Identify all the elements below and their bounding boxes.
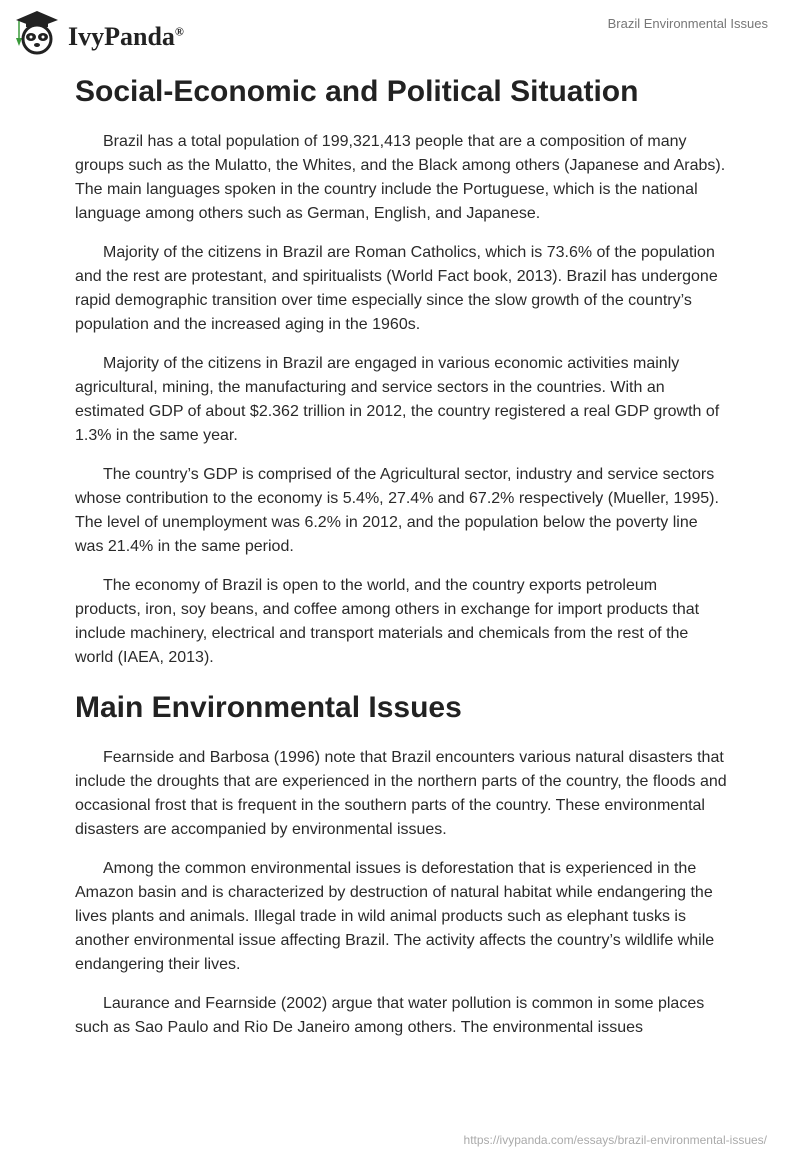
paragraph: Laurance and Fearnside (2002) argue that water pollution is common in some places such as Sao Paulo and Rio De Janeiro among others. The environmental issues [75, 995, 705, 1036]
paragraph: Majority of the citizens in Brazil are engaged in various economic activities mainly agricultural, mining, the manufacturing and service sectors in the countries. With an estimated GDP of about $2.362 trillion in 2012, the country registered a real GDP growth of 1.3% in the same year. [75, 355, 720, 444]
paragraph: The country’s GDP is comprised of the Agricultural sector, industry and service sectors whose contribution to the economy is 5.4%, 27.4% and 67.2% respectively (Mueller, 1995). The level of unemployment was 6.2% in 2012, and the population below the poverty line was 21.4% in the same period. [75, 466, 719, 555]
panda-graduate-icon [12, 8, 62, 56]
paragraph: Brazil has a total population of 199,321,413 people that are a composition of many groups such as the Mulatto, the Whites, and the Black among others (Japanese and Arabs). The main languages spoken in the country include the Portuguese, which is the national language among others such as German, English, and Japanese. [75, 133, 726, 222]
section-heading: Social-Economic and Political Situation [75, 75, 639, 108]
paragraph: The economy of Brazil is open to the world, and the country exports petroleum products, iron, soy beans, and coffee among others in exchange for import products that include machinery, electrical and transport materials and chemicals from the rest of the world (IAEA, 2013). [75, 577, 700, 666]
paragraph: Fearnside and Barbosa (1996) note that Brazil encounters various natural disasters that include the droughts that are experienced in the northern parts of the country, the floods and occasional frost that is frequent in the southern parts of the country. These environmental disasters are accompanied by environmental issues. [75, 749, 727, 838]
article-content [75, 72, 727, 1055]
document-title: Brazil Environmental Issues [607, 16, 768, 31]
paragraph: Among the common environmental issues is deforestation that is experienced in the Amazon basin and is characterized by destruction of natural habitat while endangering the lives plants and animals. Illegal trade in wild animal products such as elephant tusks is another environmental issue affecting Brazil. The activity affects the country’s wildlife while endangering their lives. [75, 860, 715, 973]
ivypanda-logo[interactable] [12, 8, 184, 56]
source-url[interactable]: https://ivypanda.com/essays/brazil-environmental-issues/ [463, 1133, 767, 1147]
logo-text: IvyPanda® [68, 22, 184, 51]
paragraph: Majority of the citizens in Brazil are Roman Catholics, which is 73.6% of the population and the rest are protestant, and spiritualists (World Fact book, 2013). Brazil has undergone rapid demographic transition over time especially since the slow growth of the country’s population and the increased aging in the 1960s. [75, 244, 718, 333]
section-heading: Main Environmental Issues [75, 691, 462, 724]
